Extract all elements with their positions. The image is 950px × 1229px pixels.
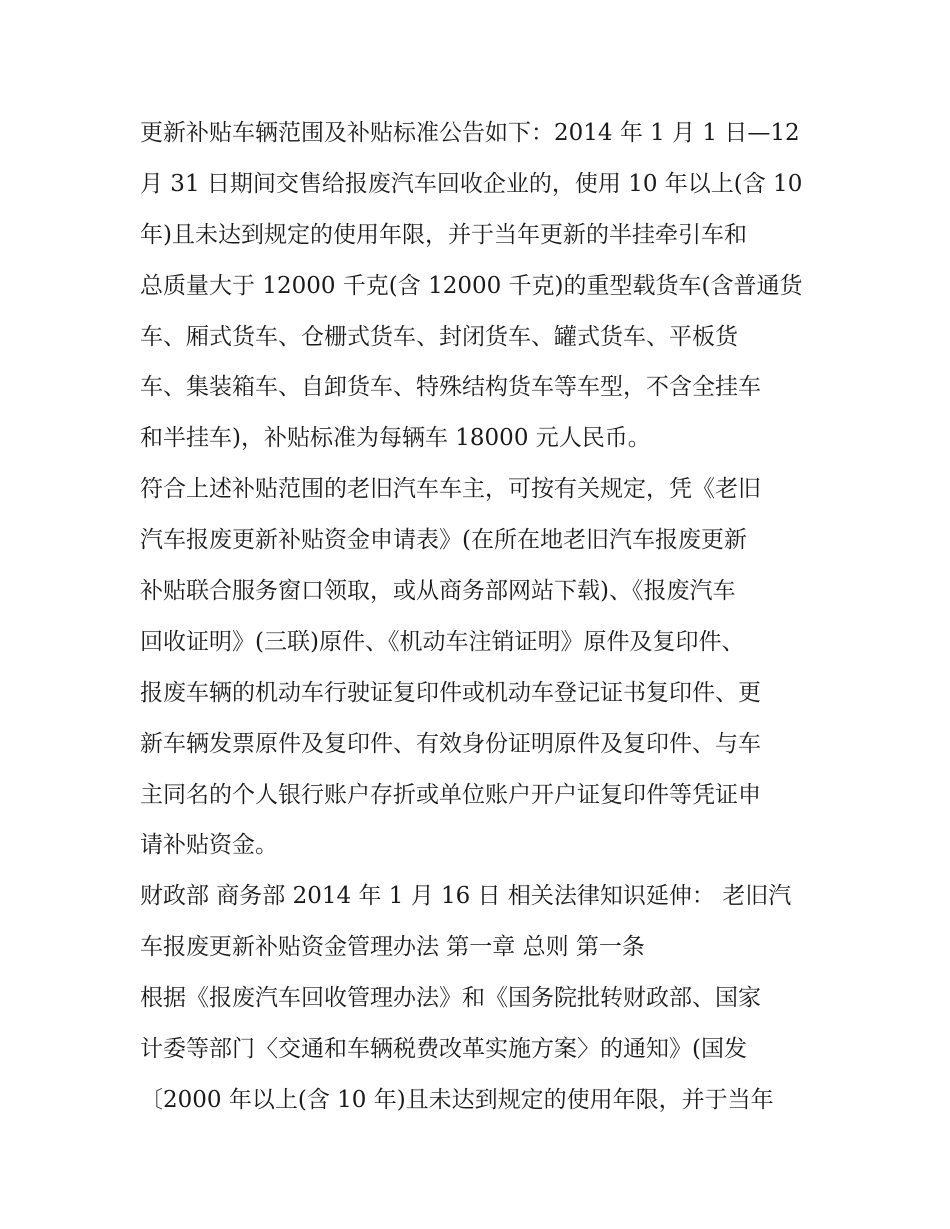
text-line: 汽车报废更新补贴资金申请表》(在所在地老旧汽车报废更新 — [140, 527, 747, 554]
text-line: 总质量大于 12000 千克(含 12000 千克)的重型载货车(含普通货 — [140, 272, 803, 299]
document-body — [140, 108, 830, 1126]
text-line: 车、厢式货车、仓栅式货车、封闭货车、罐式货车、平板货 — [140, 323, 738, 350]
text-line: 和半挂车)，补贴标准为每辆车 18000 元人民币。 — [140, 425, 651, 452]
text-line: 请补贴资金。 — [140, 832, 278, 859]
text-line: 车、集装箱车、自卸货车、特殊结构货车等车型，不含全挂车 — [140, 374, 761, 401]
text-line: 〔2000 年以上(含 10 年)且未达到规定的使用年限，并于当年 — [140, 1086, 774, 1113]
text-line: 计委等部门〈交通和车辆税费改革实施方案〉的通知》(国发 — [140, 1036, 747, 1063]
text-line: 主同名的个人银行账户存折或单位账户开户证复印件等凭证申 — [140, 781, 761, 808]
text-line: 更新补贴车辆范围及补贴标准公告如下：2014 年 1 月 1 日—12 — [140, 120, 800, 146]
text-line: 新车辆发票原件及复印件、有效身份证明原件及复印件、与车 — [140, 730, 761, 757]
text-line: 报废车辆的机动车行驶证复印件或机动车登记证书复印件、更 — [140, 679, 761, 706]
text-line: 符合上述补贴范围的老旧汽车车主，可按有关规定，凭《老旧 — [140, 476, 761, 503]
text-line: 根据《报废汽车回收管理办法》和《国务院批转财政部、国家 — [140, 985, 761, 1012]
text-line: 月 31 日期间交售给报废汽车回收企业的，使用 10 年以上(含 10 — [140, 170, 803, 197]
text-line: 补贴联合服务窗口领取，或从商务部网站下载)、《报废汽车 — [140, 578, 736, 605]
text-line: 回收证明》(三联)原件、《机动车注销证明》原件及复印件、 — [140, 628, 745, 655]
text-line: 年)且未达到规定的使用年限，并于当年更新的半挂牵引车和 — [140, 221, 747, 248]
text-line: 财政部 商务部 2014 年 1 月 16 日 相关法律知识延伸： 老旧汽 — [140, 883, 792, 910]
text-line: 车报废更新补贴资金管理办法 第一章 总则 第一条 — [140, 934, 645, 961]
